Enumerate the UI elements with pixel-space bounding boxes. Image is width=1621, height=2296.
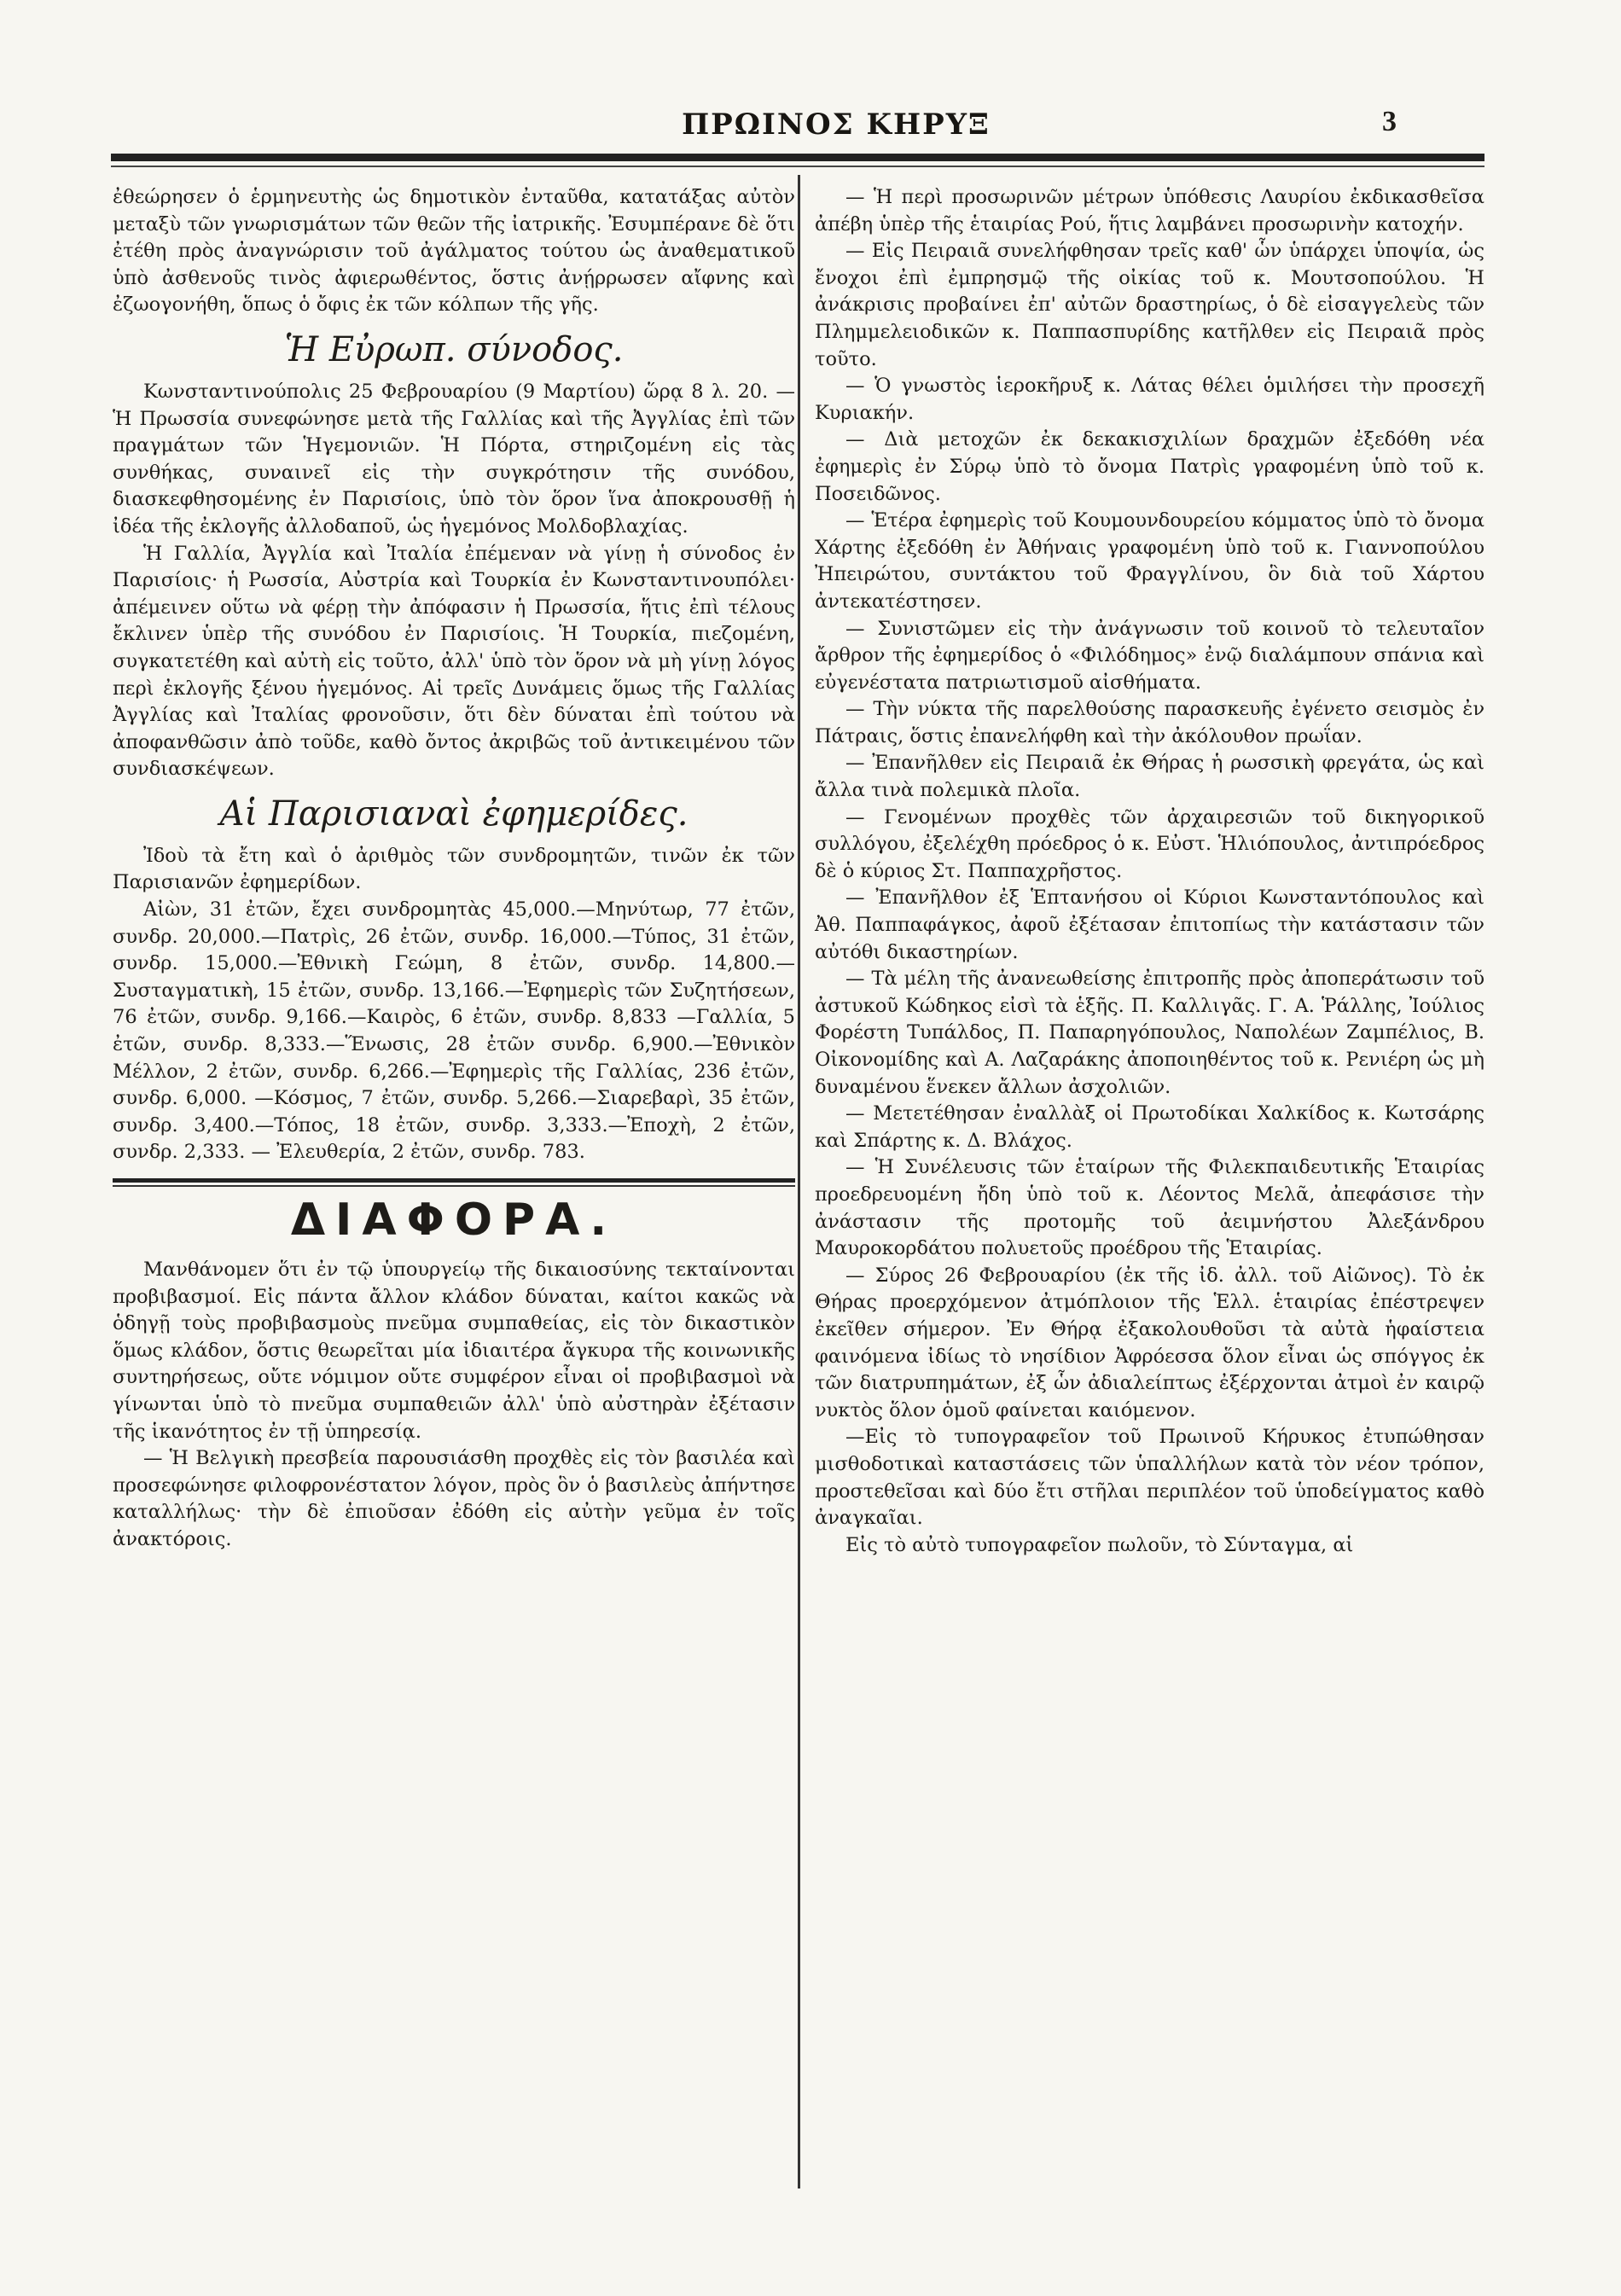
- misc-paragraph-1: Μανθάνομεν ὅτι ἐν τῷ ὑπουργείῳ τῆς δικαιοσύνης τεκταίνονται προβιβασμοί. Εἰς πάντα ἄλλον κλάδον δύναται, καίτοι κακῶς νὰ ὁδηγῇ τοὺς προβιβασμοὺς πνεῦμα συμπαθείας, εἰς τὸν δικαστικὸν ὅμως κλάδον, ὅστις θεωρεῖται μία ἰδιαιτέρα ἄγκυρα τῆς κοινωνικῆς συντηρήσεως, οὔτε νόμιμον οὔτε συμφέρον εἶναι οἱ προβιβασμοὶ νὰ γίνωνται ὑπὸ τὸ πνεῦμα συμπαθειῶν ἀλλ' ὑπὸ αὐστηρὰν ἐξέτασιν τῆς ἱκανότητος ἐν τῇ ὑπηρεσίᾳ.: [113, 1258, 795, 1443]
- news-item: — Συνιστῶμεν εἰς τὴν ἀνάγνωσιν τοῦ κοινοῦ τὸ τελευταῖον ἄρθρον τῆς ἐφημερίδος ὁ «Φιλόδημος» ἐνῷ διαλάμπουν σπάνια καὶ εὐγενέστατα πατριωτισμοῦ αἰσθήματα.: [815, 617, 1484, 694]
- news-item: — Ἡ Συνέλευσις τῶν ἑταίρων τῆς Φιλεκπαιδευτικῆς Ἑταιρίας προεδρευομένη ἤδη ὑπὸ τοῦ κ. Λέοντος Μελᾶ, ἀπεφάσισε τὴν ἀνάστασιν τῆς προτομῆς τοῦ ἀειμνήστου Ἀλεξάνδρου Μαυροκορδάτου πολυετοῦς προέδρου τῆς Ἑταιρίας.: [815, 1156, 1484, 1260]
- left-column: [113, 184, 795, 1554]
- top-rule-thin: [111, 166, 1484, 167]
- section-rule: [113, 1178, 795, 1183]
- page-number: 3: [1382, 106, 1397, 137]
- newspaper-title: ΠΡΩΙΝΟΣ ΚΗΡΥΞ: [682, 108, 991, 142]
- right-column: [815, 184, 1484, 1559]
- heading-european-synod: Ἡ Εὐρωπ. σύνοδος.: [284, 329, 624, 369]
- news-item: — Ἑτέρα ἐφημερὶς τοῦ Κουμουνδουρείου κόμματος ὑπὸ τὸ ὄνομα Χάρτης ἐξεδόθη ἐν Ἀθήναις γραφομένη ὑπὸ τοῦ κ. Γιαννοπούλου Ἠπειρώτου, συντάκτου τοῦ Φραγγλίνου, ὃν διὰ τοῦ Χάρτου ἀντεκατέστησεν.: [815, 509, 1484, 613]
- intro-paragraph: ἐθεώρησεν ὁ ἑρμηνευτὴς ὡς δημοτικὸν ἐνταῦθα, κατατάξας αὐτὸν μεταξὺ τῶν γνωρισμάτων τῶν θεῶν τῆς ἰατρικῆς. Ἐσυμπέρανε δὲ ὅτι ἐτέθη πρὸς ἀναγνώρισιν τοῦ ἀγάλματος τούτου ὡς ἀναθεματικοῦ ὑπὸ ἀσθενοῦς τινὸς ἀφιερωθέντος, ὅστις ἀνῄρρωσεν αἴφνης καὶ ἐζωογονήθη, ὅπως ὁ ὄφις ἐκ τῶν κόλπων τῆς γῆς.: [113, 186, 795, 317]
- heading-parisian-papers: Αἱ Παρισιαναὶ ἐφημερίδες.: [219, 793, 688, 834]
- news-item: — Τὴν νύκτα τῆς παρελθούσης παρασκευῆς ἐγένετο σεισμὸς ἐν Πάτραις, ὅστις ἐπανελήφθη καὶ τὴν ἀκόλουθον πρωΐαν.: [815, 698, 1484, 747]
- column-divider: [798, 175, 800, 2188]
- news-item: — Ἐπανῆλθεν εἰς Πειραιᾶ ἐκ Θήρας ἡ ρωσσικὴ φρεγάτα, ὡς καὶ ἄλλα τινὰ πολεμικὰ πλοῖα.: [815, 752, 1484, 802]
- news-item: — Τὰ μέλη τῆς ἀνανεωθείσης ἐπιτροπῆς πρὸς ἀποπεράτωσιν τοῦ ἀστυκοῦ Κώδηκος εἰσὶ τὰ ἑξῆς. Π. Καλλιγᾶς. Γ. Α. Ῥάλλης, Ἰούλιος Φορέστη Τυπάλδος, Π. Παπαρηγόπουλος, Ναπολέων Ζαμπέλιος, Β. Οἰκονομίδης καὶ Α. Λαζαράκης ἀποποιηθέντος τοῦ κ. Ρενιέρη ὡς μὴ δυναμένου ἕνεκεν ἄλλων ἀσχολιῶν.: [815, 968, 1484, 1098]
- news-item: — Μετετέθησαν ἐναλλὰξ οἱ Πρωτοδίκαι Χαλκίδος κ. Κωτσάρης καὶ Σπάρτης κ. Δ. Βλάχος.: [815, 1102, 1484, 1152]
- misc-paragraph-2: — Ἡ Βελγικὴ πρεσβεία παρουσιάσθη προχθὲς εἰς τὸν βασιλέα καὶ προσεφώνησε φιλοφρονέστατον λόγον, πρὸς ὃν ὁ βασιλεὺς ἀπήντησε καταλλήλως· τὴν δὲ ἐπιοῦσαν ἐδόθη εἰς αὐτὴν γεῦμα ἐν τοῖς ἀνακτόροις.: [113, 1447, 795, 1550]
- news-item: — Ἡ περὶ προσωρινῶν μέτρων ὑπόθεσις Λαυρίου ἐκδικασθεῖσα ἀπέβη ὑπὲρ τῆς ἑταιρίας Ρού, ἥτις λαμβάνει προσωρινὴν κατοχήν.: [815, 186, 1484, 235]
- papers-paragraph-1: Ἰδοὺ τὰ ἔτη καὶ ὁ ἀριθμὸς τῶν συνδρομητῶν, τινῶν ἐκ τῶν Παρισιανῶν ἐφημερίδων.: [113, 844, 795, 894]
- papers-paragraph-2: Αἰὼν, 31 ἐτῶν, ἔχει συνδρομητὰς 45,000.—Μηνύτωρ, 77 ἐτῶν, συνδρ. 20,000.—Πατρὶς, 26 ἐτῶν, συνδρ. 16,000.—Τύπος, 31 ἐτῶν, συνδρ. 15,000.—Ἐθνικὴ Γεώμη, 8 ἐτῶν, συνδρ. 14,800.—Συσταγματικὴ, 15 ἐτῶν, συνδρ. 13,166.—Ἐφημερὶς τῶν Συζητήσεων, 76 ἐτῶν, συνδρ. 9,166.—Καιρὸς, 6 ἐτῶν, συνδρ. 8,833 —Γαλλία, 5 ἐτῶν, συνδρ. 8,333.—Ἕνωσις, 28 ἐτῶν συνδρ. 6,900.—Ἐθνικὸν Μέλλον, 2 ἐτῶν, συνδρ. 6,266.—Ἐφημερὶς τῆς Γαλλίας, 236 ἐτῶν, συνδρ. 6,000. —Κόσμος, 7 ἐτῶν, συνδρ. 5,266.—Σιαρεβαρὶ, 35 ἐτῶν, συνδρ. 3,400.—Τόπος, 18 ἐτῶν, συνδρ. 3,333.—Ἐποχὴ, 2 ἐτῶν, συνδρ. 2,333. — Ἐλευθερία, 2 ἐτῶν, συνδρ. 783.: [113, 898, 795, 1164]
- news-item: —Εἰς τὸ τυπογραφεῖον τοῦ Πρωινοῦ Κήρυκος ἐτυπώθησαν μισθοδοτικαὶ καταστάσεις τῶν ὑπαλλήλων κατὰ τὸν νέον τρόπον, προστεθεῖσαι καὶ δύο ἔτι στῆλαι περιπλέον τοῦ ὑποδείγματος καθὸ ἀναγκαῖαι.: [815, 1426, 1484, 1530]
- news-item: — Ὁ γνωστὸς ἱεροκῆρυξ κ. Λάτας θέλει ὁμιλήσει τὴν προσεχῆ Κυριακήν.: [815, 375, 1484, 424]
- news-item: — Ἐπανῆλθον ἐξ Ἑπτανήσου οἱ Κύριοι Κωνσταντόπουλος καὶ Ἀθ. Παππαφάγκος, ἀφοῦ ἐξέτασαν ἐπιτοπίως τὴν κατάστασιν τῶν αὐτόθι δικαστηρίων.: [815, 886, 1484, 963]
- section-rule-thin: [113, 1185, 795, 1187]
- heading-misc: ΔΙΑΦΟΡΑ.: [290, 1195, 618, 1246]
- news-item: — Εἰς Πειραιᾶ συνελήφθησαν τρεῖς καθ' ὧν ὑπάρχει ὑποψία, ὡς ἔνοχοι ἐπὶ ἐμπρησμῷ τῆς οἰκίας τοῦ κ. Μουτσοπούλου. Ἡ ἀνάκρισις προβαίνει ἐπ' αὐτῶν δραστηρίως, ὁ δὲ εἰσαγγελεὺς τῶν Πλημμελειοδικῶν κ. Παππασπυρίδης κατῆλθεν εἰς Πειραιᾶ πρὸς τοῦτο.: [815, 240, 1484, 370]
- synod-paragraph-1: Κωνσταντινούπολις 25 Φεβρουαρίου (9 Μαρτίου) ὥρᾳ 8 λ. 20. — Ἡ Πρωσσία συνεφώνησε μετὰ τῆς Γαλλίας καὶ τῆς Ἀγγλίας ἐπὶ τῶν πραγμάτων τῶν Ἡγεμονιῶν. Ἡ Πόρτα, στηριζομένη εἰς τὰς συνθήκας, συναινεῖ εἰς τὴν συγκρότησιν τῆς συνόδου, διασκεφθησομένης ἐν Παρισίοις, ὑπὸ τὸν ὅρον ἵνα ἀποκρουσθῇ ἡ ἰδέα τῆς ἐκλογῆς ἀλλοδαποῦ, ὡς ἡγεμόνος Μολδοβλαχίας.: [113, 380, 795, 538]
- top-rule: [111, 154, 1484, 161]
- news-item: — Γενομένων προχθὲς τῶν ἀρχαιρεσιῶν τοῦ δικηγορικοῦ συλλόγου, ἐξελέχθη πρόεδρος ὁ κ. Εὐστ. Ἡλιόπουλος, ἀντιπρόεδρος δὲ ὁ κύριος Στ. Παππαχρῆστος.: [815, 805, 1484, 882]
- news-item: — Σύρος 26 Φεβρουαρίου (ἐκ τῆς ἰδ. ἀλλ. τοῦ Αἰῶνος). Τὸ ἐκ Θήρας προερχόμενον ἀτμόπλοιον τῆς Ἑλλ. ἑταιρίας ἐπέστρεψεν ἐκεῖθεν σήμερον. Ἐν Θήρᾳ ἐξακολουθοῦσι τὰ αὐτὰ ἡφαίστεια φαινόμενα ἰδίως τὸ νησίδιον Ἀφρόεσσα ὅλον εἶναι ὡς σπόγγος ἐκ τῶν διατρυπημάτων, ἐξ ὧν ἀδιαλείπτως ἐξέρχονται ἀτμοὶ ἐν καιρῷ νυκτὸς ὅλον ὁμοῦ φαίνεται καιόμενον.: [815, 1264, 1484, 1421]
- masthead: [111, 104, 1476, 147]
- synod-paragraph-2: Ἡ Γαλλία, Ἀγγλία καὶ Ἰταλία ἐπέμεναν νὰ γίνῃ ἡ σύνοδος ἐν Παρισίοις· ἡ Ρωσσία, Αὐστρία καὶ Τουρκία ἐν Κωνσταντινουπόλει· ἀπέμεινεν οὕτω νὰ φέρῃ τὴν ἀπόφασιν ἡ Πρωσσία, ἥτις ἐπὶ τέλους ἔκλινεν ὑπὲρ τῆς συνόδου ἐν Παρισίοις. Ἡ Τουρκία, πιεζομένη, συγκατετέθη καὶ αὐτὴ εἰς τοῦτο, ἀλλ' ὑπὸ τὸν ὅρον νὰ μὴ γίνῃ λόγος περὶ ἐκλογῆς ξένου ἡγεμόνος. Αἱ τρεῖς Δυνάμεις ὅμως τῆς Γαλλίας Ἀγγλίας καὶ Ἰταλίας φρονοῦσιν, ὅτι δὲν δύναται ἐπὶ τούτου νὰ ἀποφανθῶσιν ἀπὸ τοῦδε, καθὸ ὄντος ἀκριβῶς τοῦ ἀντικειμένου τῶν συνδιασκέψεων.: [113, 542, 795, 781]
- news-item: Εἰς τὸ αὐτὸ τυπογραφεῖον πωλοῦν, τὸ Σύνταγμα, αἱ: [845, 1533, 1354, 1556]
- news-item: — Διὰ μετοχῶν ἐκ δεκακισχιλίων δραχμῶν ἐξεδόθη νέα ἐφημερὶς ἐν Σύρῳ ὑπὸ τὸ ὄνομα Πατρὶς γραφομένη ὑπὸ τοῦ κ. Ποσειδῶνος.: [815, 428, 1484, 505]
